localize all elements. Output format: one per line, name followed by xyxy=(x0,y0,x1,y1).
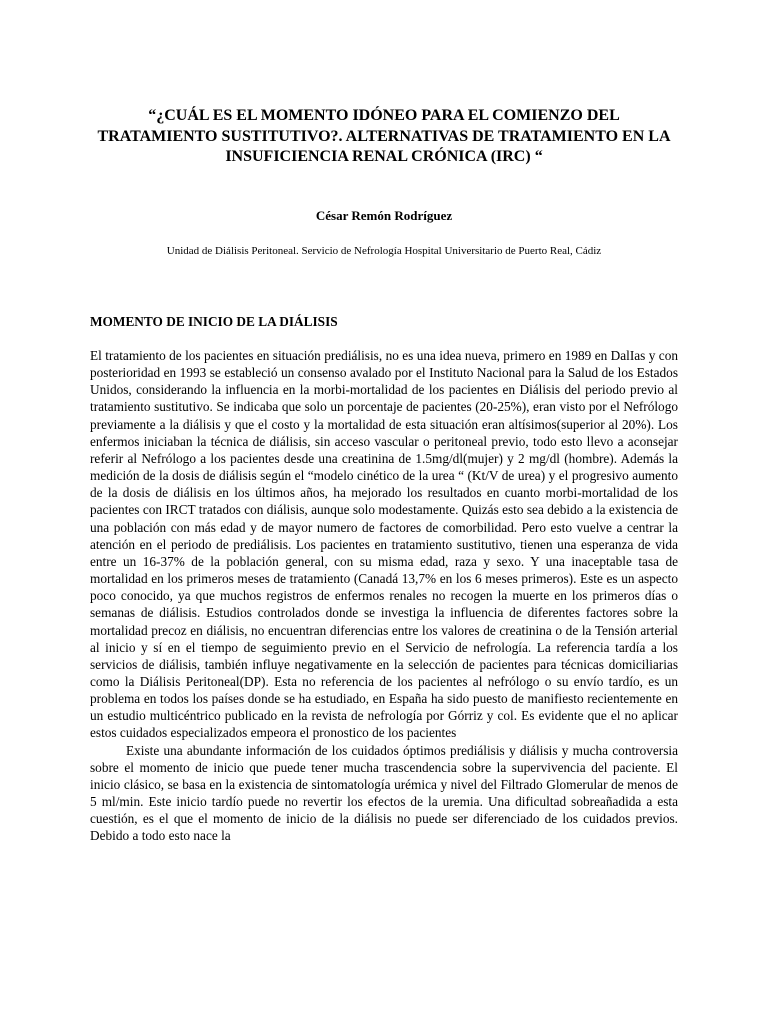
author-affiliation: Unidad de Diálisis Peritoneal. Servicio de Nefrología Hospital Universitario de Puerto Real, Cádiz xyxy=(166,245,602,257)
body-text xyxy=(90,347,678,845)
document-title: “¿CUÁL ES EL MOMENTO IDÓNEO PARA EL COMIENZO DEL TRATAMIENTO SUSTITUTIVO?. ALTERNATIVAS DE TRATAMIENTO EN LA INSUFICIENCIA RENAL CRÓNICA (IRC) “ xyxy=(97,107,671,165)
section-heading: MOMENTO DE INICIO DE LA DIÁLISIS xyxy=(90,314,338,329)
author-name: César Remón Rodríguez xyxy=(315,208,453,223)
paragraph: Existe una abundante información de los cuidados óptimos prediálisis y diálisis y mucha controversia sobre el momento de inicio que puede tener mucha trascendencia sobre la supervivencia del paciente. El inicio clásico, se basa en la existencia de sintomatología urémica y nivel del Filtrado Glomerular de menos de 5 ml/min. Este inicio tardío puede no revertir los efectos de la uremia. Una dificultad sobreañadida a esta cuestión, es el que el momento de inicio de la diálisis no puede ser diferenciado de los cuidados previos. Debido a todo esto nace la xyxy=(90,742,678,844)
paragraph: El tratamiento de los pacientes en situación prediálisis, no es una idea nueva, primero en 1989 en DalIas y con posterioridad en 1993 se estableció un consenso avalado por el Instituto Nacional para la Salud de los Estados Unidos, considerando la influencia en la morbi-mortalidad de los pacientes en Diálisis del periodo previo al tratamiento sustitutivo. Se indicaba que solo un porcentaje de pacientes (20-25%), eran visto por el Nefrólogo previamente a la diálisis y que el costo y la mortalidad de esta situación eran altísimos(superior al 20%). Los enfermos iniciaban la técnica de diálisis, sin acceso vascular o peritoneal previo, todo esto llevo a aconsejar referir al Nefrólogo a los pacientes desde una creatinina de 1.5mg/dl(mujer) y 2 mg/dl (hombre). Además la medición de la dosis de diálisis según el “modelo cinético de la urea “ (Kt/V de urea) y el progresivo aumento de la dosis de diálisis en los últimos años, ha mejorado los resultados en cuanto morbi-mortalidad de los pacientes con IRCT tratados con diálisis, aunque solo modestamente. Quizás esto sea debido a la existencia de una población con más edad y de mayor numero de factores de comorbilidad. Pero esto vuelve a centrar la atención en el periodo de prediálisis. Los pacientes en tratamiento sustitutivo, tienen una esperanza de vida entre un 16-37% de la población general, con su misma edad, raza y sexo. Y una inaceptable tasa de mortalidad en los primeros meses de tratamiento (Canadá 13,7% en los 6 meses primeros). Este es un aspecto poco conocido, ya que muchos registros de enfermos renales no recogen la muerte en los primeros días o semanas de diálisis. Estudios controlados donde se investiga la influencia de diferentes factores sobre la mortalidad precoz en diálisis, no encuentran diferencias entre los valores de creatinina o de la Tensión arterial al inicio y sí en el tiempo de seguimiento previo en el Servicio de nefrología. La referencia tardía a los servicios de diálisis, también influye negativamente en la selección de pacientes para técnicas domiciliarias como la Diálisis Peritoneal(DP). Esta no referencia de los pacientes al nefrólogo o su envío tardío, es un problema en todos los países donde se ha estudiado, en España ha sido puesto de manifiesto recientemente en un estudio multicéntrico publicado en la revista de nefrología por Górriz y col. Es evidente que el no aplicar estos cuidados especializados empeora el pronostico de los pacientes xyxy=(90,348,678,741)
